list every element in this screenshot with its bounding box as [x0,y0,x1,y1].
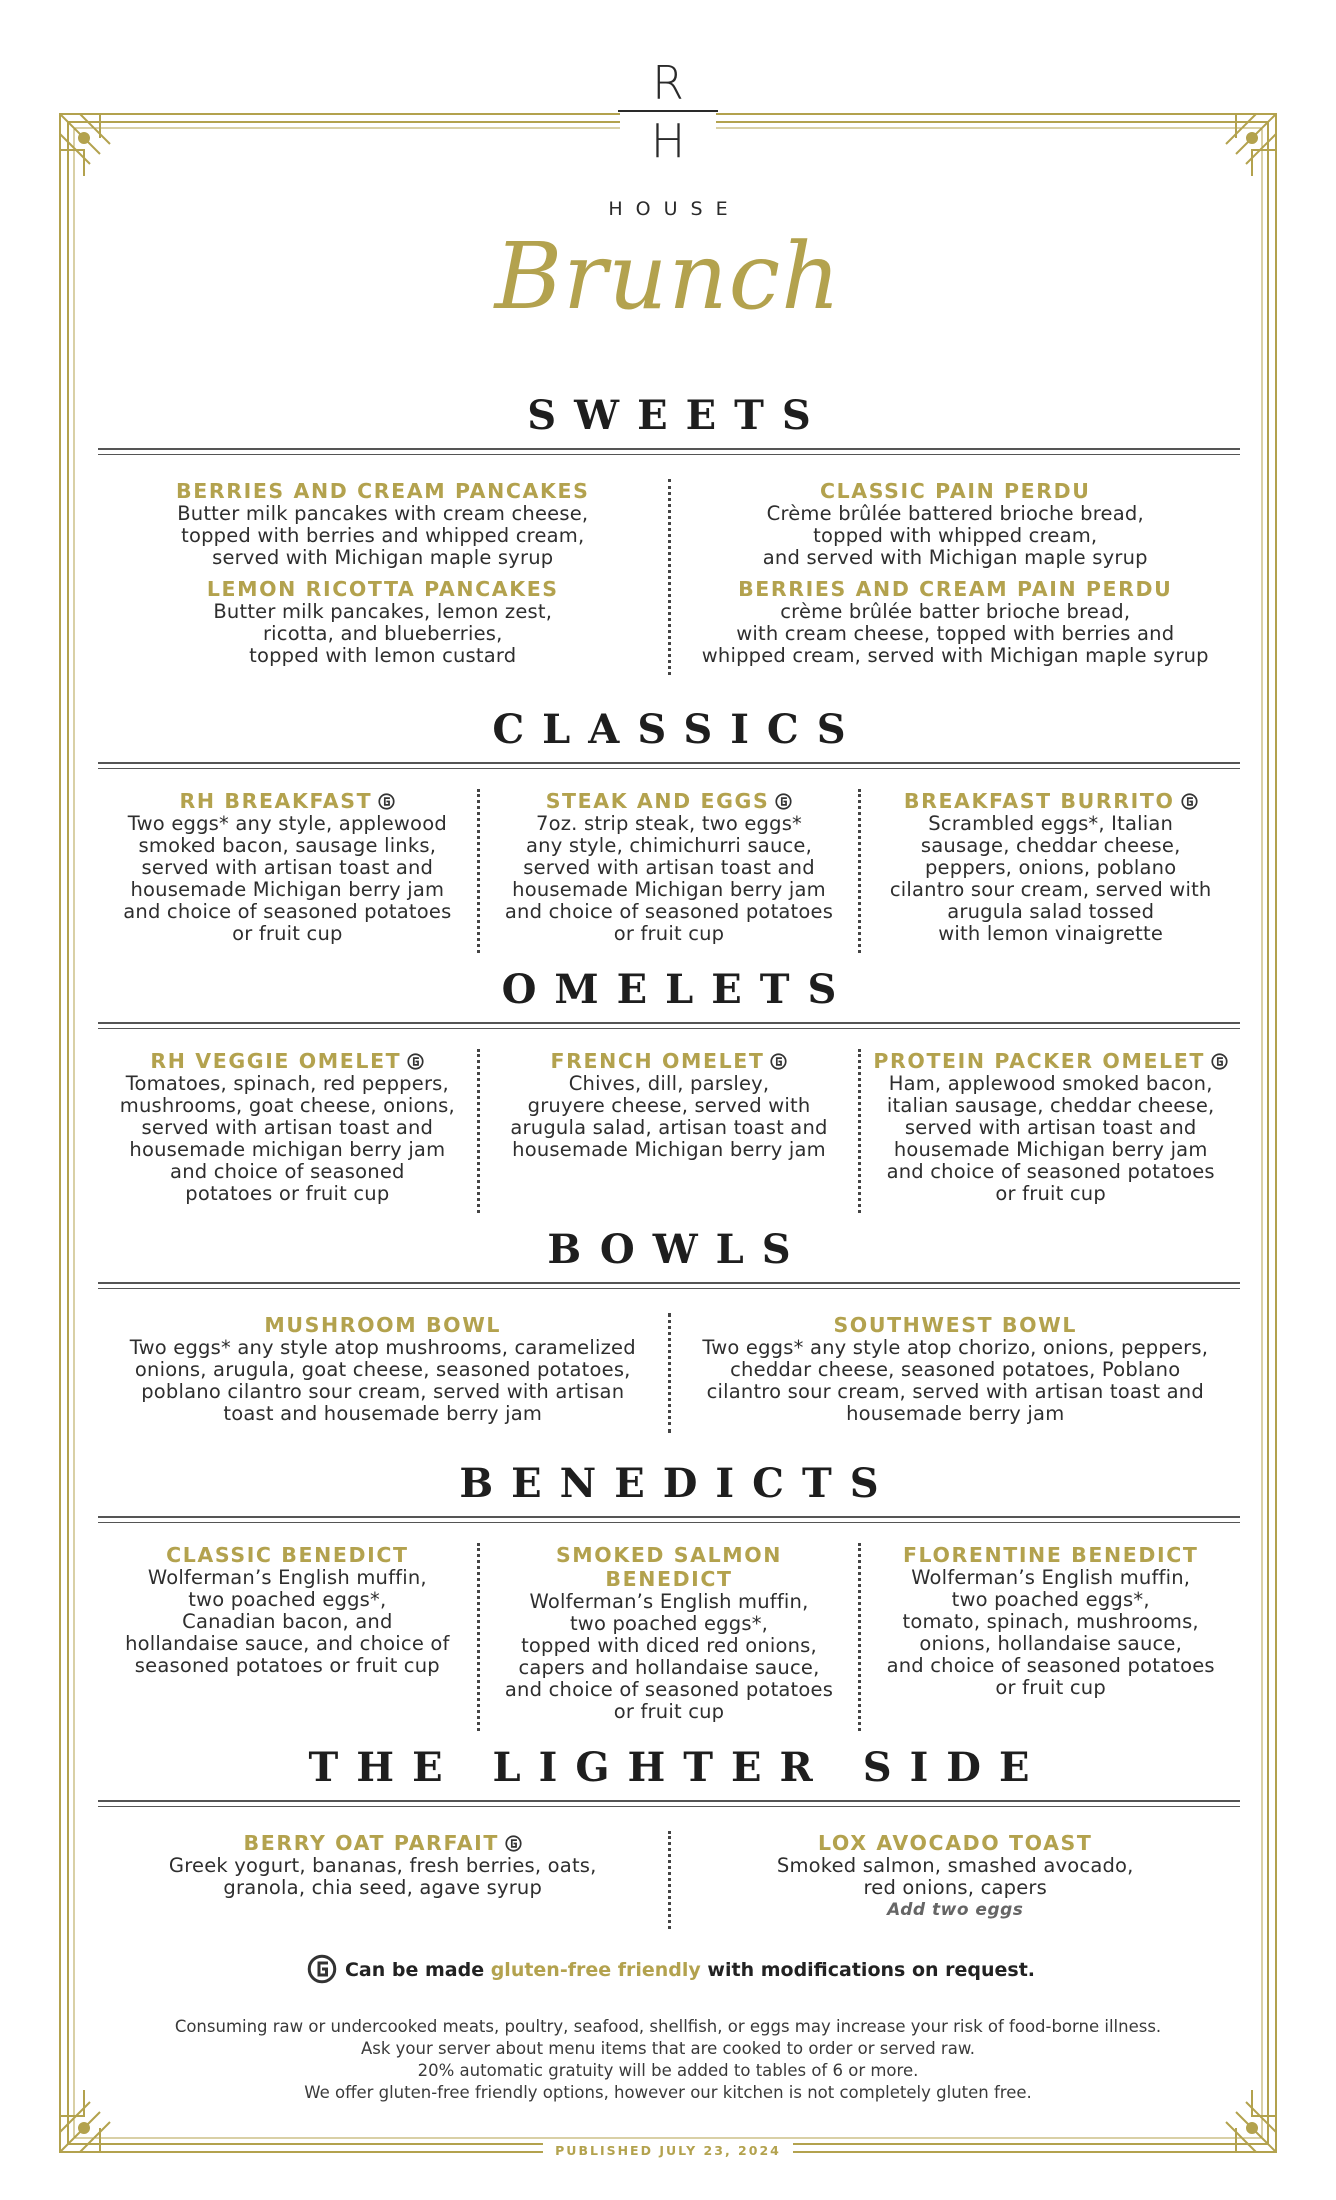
item-description: Scrambled eggs*, Italian sausage, cheddar cheese, peppers, onions, poblano cilantro sour cream, served with arugula salad tossed with lemon vinaigrette [889,812,1212,945]
logo-divider [618,110,718,112]
menu-column [668,479,1241,675]
item-description: Two eggs* any style atop mushrooms, caramelized onions, arugula, goat cheese, seasoned potatoes, poblano cilantro sour cream, served with artisan toast and housemade berry jam [129,1336,636,1425]
gluten-free-icon [378,793,395,810]
item-name: LEMON RICOTTA PANCAKES [206,577,559,601]
item-description: Smoked salmon, smashed avocado, red onions, capers [776,1854,1134,1899]
item-description: Wolferman’s English muffin, two poached eggs*, tomato, spinach, mushrooms, onions, hollandaise sauce, and choice of seasoned potatoes or fruit cup [886,1566,1215,1699]
item-name: LOX AVOCADO TOAST [817,1831,1093,1855]
section-rule [98,1022,1240,1029]
section-bowls [98,1226,1240,1433]
gluten-free-icon [307,1954,337,1984]
section-title: SWEETS [527,392,829,439]
item-name: BREAKFAST BURRITO [867,789,1234,813]
item-name: RH VEGGIE OMELET [104,1049,471,1073]
logo-letter-bottom: H [650,114,686,168]
item-name: CLASSIC PAIN PERDU [819,479,1091,503]
menu-item [677,1831,1235,1921]
gluten-free-icon [770,1053,787,1070]
item-description: Two eggs* any style atop chorizo, onions, peppers, cheddar cheese, seasoned potatoes, Poblano cilantro sour cream, served with artisan toast and housemade berry jam [702,1336,1209,1425]
section-title: THE LIGHTER SIDE [308,1744,1048,1791]
menu-column [858,789,1240,953]
item-description: Wolferman’s English muffin, two poached eggs*, topped with diced red onions, capers and hollandaise sauce, and choice of seasoned potatoes or fruit cup [504,1590,834,1723]
item-description: crème brûlée batter brioche bread, with cream cheese, topped with berries and whipped cream, served with Michigan maple syrup [701,600,1209,667]
section-title: OMELETS [501,966,855,1013]
item-name: FLORENTINE BENEDICT [902,1543,1199,1567]
gluten-free-icon [775,793,792,810]
item-description: Two eggs* any style, applewood smoked bacon, sausage links, served with artisan toast and housemade Michigan berry jam and choice of seasoned potatoes or fruit cup [123,812,452,945]
food-safety-disclaimer: Consuming raw or undercooked meats, poultry, seafood, shellfish, or eggs may increase your risk of food-borne illness. Ask your server about menu items that are cooked to order or served raw. 20% automatic gratuity will be added to tables of 6 or more. We offer gluten-free friendly options, however our kitchen is not completely gluten free. [174,2017,1162,2102]
menu-item [104,1313,662,1425]
gluten-free-icon [505,1835,522,1852]
item-name: RH BREAKFAST [104,789,471,813]
menu-item [486,1049,853,1161]
item-description: Crème brûlée battered brioche bread, topped with whipped cream, and served with Michigan maple syrup [762,502,1148,569]
menu-column [668,1831,1241,1929]
section-title: BOWLS [547,1226,809,1273]
menu-column [98,789,477,953]
item-name: PROTEIN PACKER OMELET [867,1049,1234,1073]
section-title: CLASSICS [492,706,864,753]
item-add-on-note: Add two eggs [887,1900,1024,1920]
item-name: BERRIES AND CREAM PANCAKES [176,479,590,503]
menu-item [104,789,471,945]
logo-letter-top: R [652,56,684,110]
menu-item [867,1049,1234,1205]
menu-item [677,577,1235,667]
item-description: Ham, applewood smoked bacon, italian sausage, cheddar cheese, served with artisan toast and housemade Michigan berry jam and choice of seasoned potatoes or fruit cup [886,1072,1215,1205]
published-date: PUBLISHED JULY 23, 2024 [0,2140,1336,2159]
menu-item [677,479,1235,569]
section-rule [98,1282,1240,1289]
menu-item [104,1831,662,1899]
menu-title: Brunch [494,223,842,330]
gluten-free-icon [407,1053,424,1070]
menu-column [98,479,668,675]
menu-column [98,1831,668,1929]
section-title: BENEDICTS [459,1460,897,1507]
item-name: BERRY OAT PARFAIT [104,1831,662,1855]
item-name: SOUTHWEST BOWL [833,1313,1078,1337]
gluten-free-icon [1181,793,1198,810]
item-name: SMOKED SALMON BENEDICT [555,1543,783,1591]
item-name: STEAK AND EGGS [486,789,853,813]
section-classics [98,706,1240,953]
menu-column [477,1543,859,1731]
menu-item [486,789,853,945]
menu-column [858,1543,1240,1731]
menu-item [486,1543,853,1723]
menu-item [867,789,1234,945]
menu-item [104,577,662,667]
section-lighter-side [98,1744,1240,1929]
house-label: HOUSE [608,198,741,220]
section-rule [98,762,1240,769]
item-name: BERRIES AND CREAM PAIN PERDU [738,577,1173,601]
item-name: CLASSIC BENEDICT [166,1543,409,1567]
item-description: Butter milk pancakes with cream cheese, topped with berries and whipped cream, served with Michigan maple syrup [177,502,589,569]
section-rule [98,1516,1240,1523]
menu-column [98,1049,477,1213]
section-rule [98,448,1240,455]
menu-column [477,789,859,953]
gluten-free-icon [1211,1053,1228,1070]
menu-column [858,1049,1240,1213]
section-benedicts [98,1460,1240,1731]
menu-item [104,1049,471,1205]
menu-item [104,1543,471,1677]
item-description: Chives, dill, parsley, gruyere cheese, served with arugula salad, artisan toast and housemade Michigan berry jam [510,1072,828,1161]
section-omelets [98,966,1240,1213]
menu-item [677,1313,1235,1425]
menu-item [867,1543,1234,1699]
item-name: MUSHROOM BOWL [264,1313,502,1337]
item-description: Butter milk pancakes, lemon zest, ricotta, and blueberries, topped with lemon custard [213,600,553,667]
item-description: Tomatoes, spinach, red peppers, mushrooms, goat cheese, onions, served with artisan toast and housemade michigan berry jam and choice of seasoned potatoes or fruit cup [119,1072,455,1205]
item-description: Greek yogurt, bananas, fresh berries, oats, granola, chia seed, agave syrup [168,1854,597,1899]
gluten-free-note: Can be made gluten-free friendly with modifications on request. [0,1954,1336,1984]
menu-column [98,1313,668,1433]
item-description: Wolferman’s English muffin, two poached eggs*, Canadian bacon, and hollandaise sauce, and choice of seasoned potatoes or fruit cup [125,1566,450,1677]
section-rule [98,1800,1240,1807]
menu-item [104,479,662,569]
menu-column [477,1049,859,1213]
menu-column [98,1543,477,1731]
rh-logo [618,58,718,166]
item-description: 7oz. strip steak, two eggs* any style, chimichurri sauce, served with artisan toast and housemade Michigan berry jam and choice of seasoned potatoes or fruit cup [504,812,834,945]
menu-column [668,1313,1241,1433]
item-name: FRENCH OMELET [486,1049,853,1073]
section-sweets [98,392,1240,675]
